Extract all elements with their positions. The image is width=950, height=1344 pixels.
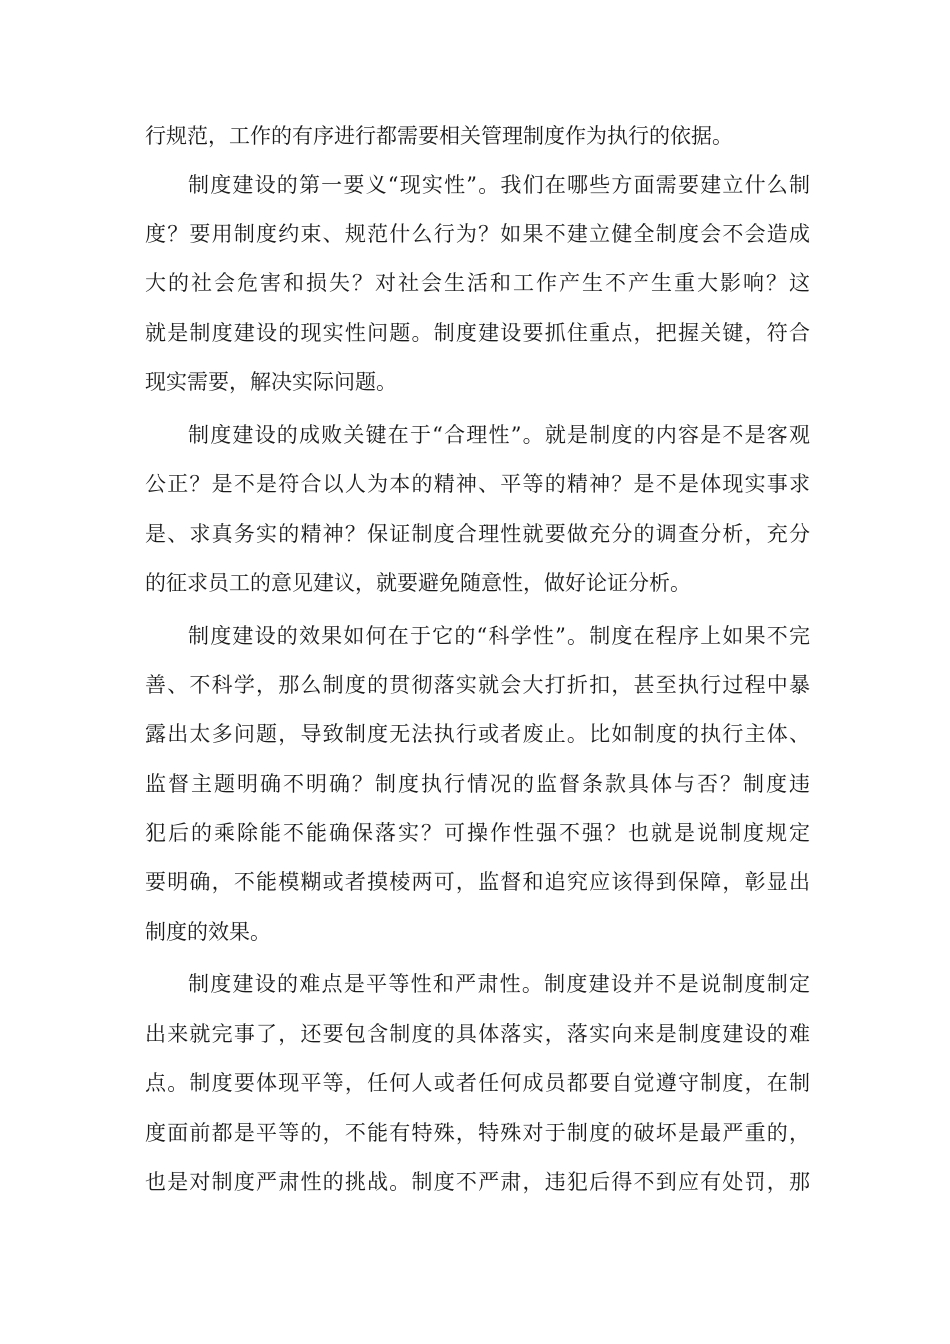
text-line: 是、求真务实的精神？保证制度合理性就要做充分的调查分析，充分 — [145, 522, 810, 546]
text-line: 露出太多问题，导致制度无法执行或者废止。比如制度的执行主体、 — [145, 722, 810, 746]
text-line: 度面前都是平等的，不能有特殊，特殊对于制度的破坏是最严重的， — [145, 1121, 810, 1145]
text-line: 公正？是不是符合以人为本的精神、平等的精神？是不是体现实事求 — [145, 472, 810, 496]
paragraph-first-line: 制度建设的效果如何在于它的“科学性”。制度在程序上如果不完 — [188, 624, 810, 648]
text-line: 行规范，工作的有序进行都需要相关管理制度作为执行的依据。 — [145, 124, 733, 148]
text-line: 善、不科学，那么制度的贯彻落实就会大打折扣，甚至执行过程中暴 — [145, 673, 810, 697]
paragraph-first-line: 制度建设的成败关键在于“合理性”。就是制度的内容是不是客观 — [188, 423, 810, 447]
text-line: 就是制度建设的现实性问题。制度建设要抓住重点，把握关键，符合 — [145, 321, 810, 345]
text-line: 也是对制度严肃性的挑战。制度不严肃，违犯后得不到应有处罚，那 — [145, 1170, 810, 1194]
paragraph-first-line: 制度建设的第一要义“现实性”。我们在哪些方面需要建立什么制 — [188, 173, 810, 197]
text-line: 大的社会危害和损失？对社会生活和工作产生不产生重大影响？这 — [145, 271, 810, 295]
text-line: 的征求员工的意见建议，就要避免随意性，做好论证分析。 — [145, 571, 691, 595]
text-line: 监督主题明确不明确？制度执行情况的监督条款具体与否？制度违 — [145, 772, 810, 796]
text-line: 度？要用制度约束、规范什么行为？如果不建立健全制度会不会造成 — [145, 222, 810, 246]
text-line: 犯后的乘除能不能确保落实？可操作性强不强？也就是说制度规定 — [145, 821, 810, 845]
text-line: 制度的效果。 — [145, 920, 271, 944]
paragraph-first-line: 制度建设的难点是平等性和严肃性。制度建设并不是说制度制定 — [188, 972, 810, 996]
text-line: 出来就完事了，还要包含制度的具体落实，落实向来是制度建设的难 — [145, 1022, 810, 1046]
text-line: 现实需要，解决实际问题。 — [145, 370, 397, 394]
text-line: 要明确，不能模糊或者摸棱两可，监督和追究应该得到保障，彰显出 — [145, 870, 810, 894]
text-line: 点。制度要体现平等，任何人或者任何成员都要自觉遵守制度，在制 — [145, 1071, 810, 1095]
